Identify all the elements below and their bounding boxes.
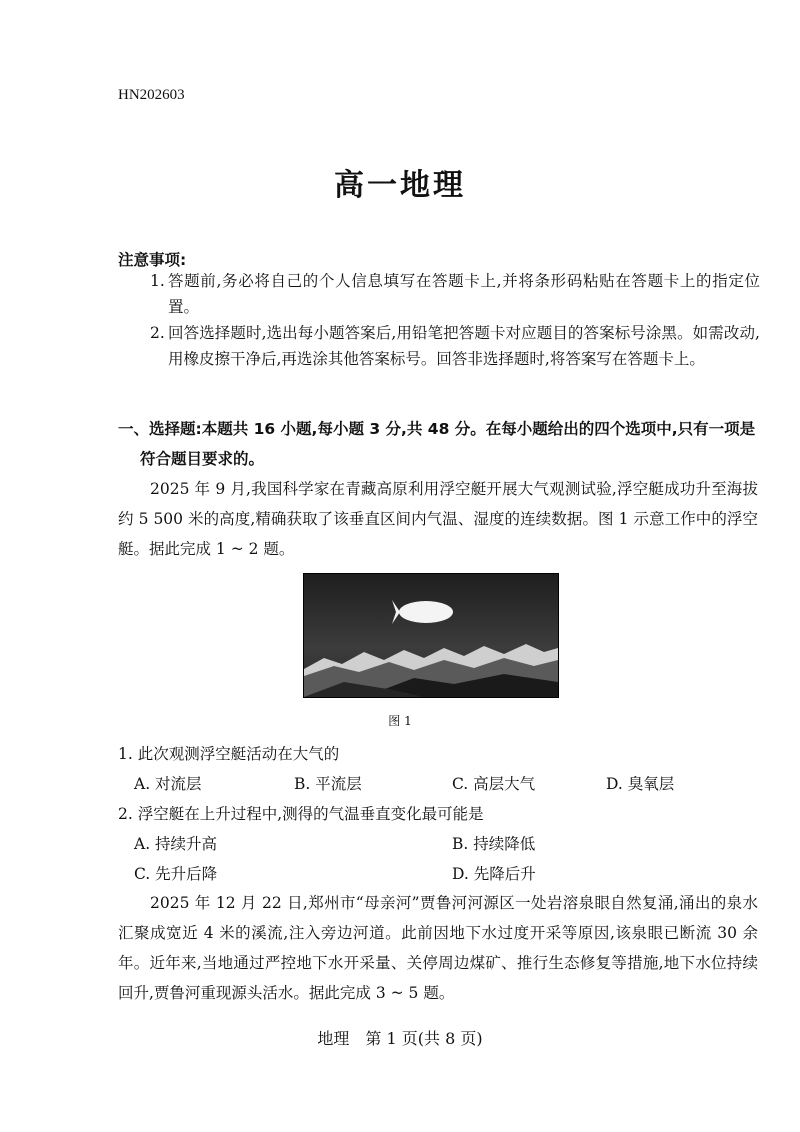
question-2-option-a: A. 持续升高	[134, 835, 218, 853]
airship-photo	[303, 573, 559, 698]
notice-heading: 注意事项:	[118, 251, 187, 269]
question-1-option-b: B. 平流层	[294, 775, 362, 793]
question-2-option-c: C. 先升后降	[134, 865, 218, 883]
question-1-option-c: C. 高层大气	[452, 775, 536, 793]
question-1-option-d: D. 臭氧层	[606, 775, 675, 793]
section-heading-line2: 符合题目要求的。	[140, 450, 265, 468]
figure-caption: 图 1	[388, 714, 412, 728]
passage-2: 2025 年 12 月 22 日,郑州市“母亲河”贾鲁河河源区一处岩溶泉眼自然复涌,涌出的泉水汇聚成宽近 4 米的溪流,注入旁边河道。此前因地下水过度开采等原因,该泉眼已断流 30 余年。近年来,当地通过严控地下水开采量、关停周边煤矿、推行生态修复等措施,地下水位持续回升,贾鲁河重现源头活水。据此完成 3 ~ 5 题。	[118, 894, 758, 1002]
section-heading-line1: 一、选择题:本题共 16 小题,每小题 3 分,共 48 分。在每小题给出的四个选项中,只有一项是	[118, 420, 756, 438]
question-2-stem: 2. 浮空艇在上升过程中,测得的气温垂直变化最可能是	[118, 805, 484, 823]
question-2-option-d: D. 先降后升	[452, 865, 536, 883]
page-footer: 地理 第 1 页(共 8 页)	[317, 1029, 483, 1048]
notice-item	[150, 268, 760, 320]
question-2-option-b: B. 持续降低	[452, 835, 536, 853]
notice-item-number: 2.	[150, 324, 165, 342]
notice-item-number: 1.	[150, 272, 165, 290]
notice-item	[150, 320, 760, 372]
question-1-option-a: A. 对流层	[134, 775, 202, 793]
page-title: 高一地理	[334, 168, 466, 203]
paper-code: HN202603	[118, 87, 185, 103]
section-heading	[118, 414, 758, 474]
notice-item-text: 答题前,务必将自己的个人信息填写在答题卡上,并将条形码粘贴在答题卡上的指定位置。	[168, 272, 760, 316]
passage-1: 2025 年 9 月,我国科学家在青藏高原利用浮空艇开展大气观测试验,浮空艇成功升至海拔约 5 500 米的高度,精确获取了该垂直区间内气温、湿度的连续数据。图 1 示意工作中的浮空艇。据此完成 1 ~ 2 题。	[118, 480, 758, 558]
question-1-stem: 1. 此次观测浮空艇活动在大气的	[118, 745, 340, 763]
airship-photo-graphic	[304, 574, 558, 697]
notice-item-text: 回答选择题时,选出每小题答案后,用铅笔把答题卡对应题目的答案标号涂黑。如需改动,用橡皮擦干净后,再选涂其他答案标号。回答非选择题时,将答案写在答题卡上。	[168, 324, 760, 368]
